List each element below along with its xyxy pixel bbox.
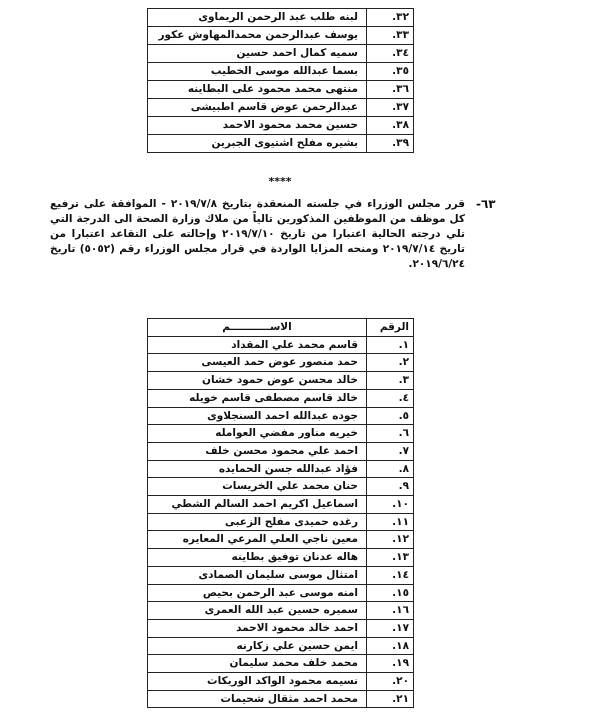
row-number: ١١.	[367, 513, 414, 531]
row-number: ١٦.	[367, 602, 414, 620]
table-row	[148, 27, 414, 45]
table-row	[148, 354, 414, 372]
row-number: ٩.	[367, 478, 414, 496]
row-name: يوسف عبدالرحمن محمدالمهاوش عكور	[148, 27, 367, 45]
row-name: محمد خلف محمد سليمان	[148, 655, 367, 673]
table-row	[148, 135, 414, 153]
table-row	[148, 460, 414, 478]
row-name: عبدالرحمن عوض قاسم اطبيشى	[148, 99, 367, 117]
row-name: اسماعيل اكريم احمد السالم الشطي	[148, 496, 367, 514]
row-name: خيريه مناور مفضي العوامله	[148, 425, 367, 443]
table-row	[148, 690, 414, 708]
row-name: ايمن حسين علي زكارنه	[148, 637, 367, 655]
table-row	[148, 619, 414, 637]
table-row	[148, 117, 414, 135]
table-row	[148, 549, 414, 567]
row-number: ١٧.	[367, 619, 414, 637]
row-name: هاله عدنان توفيق بطاينه	[148, 549, 367, 567]
continued-names-body	[148, 9, 414, 153]
decision-paragraph: قرر مجلس الوزراء في جلسته المنعقدة بتاريخ ٢٠١٩/٧/٨ - الموافقة على ترفيع كل موظف من الموظفين المذكورين تالياً من ملاك وزارة الصحة الى الدرجة التي تلي درجته الحالية اعتبارا من تاريخ ٢٠١٩/٧/١٠ وإحالته على التقاعد اعتبارا من تاريخ ٢٠١٩/٧/١٤ ومنحه المزايا الواردة في قرار مجلس الوزراء رقم (٥٠٥٢) تاريخ ٢٠١٩/٦/٢٤.	[50, 198, 466, 270]
row-number: ٣٣.	[367, 27, 414, 45]
row-number: ٦.	[367, 425, 414, 443]
row-number: ١٣.	[367, 549, 414, 567]
table-row	[148, 336, 414, 354]
row-number: ١.	[367, 336, 414, 354]
table-row	[148, 655, 414, 673]
row-number: ٣٦.	[367, 81, 414, 99]
table-row	[148, 45, 414, 63]
table-row	[148, 602, 414, 620]
row-name: حنان محمد علي الخريسات	[148, 478, 367, 496]
table-row	[148, 99, 414, 117]
row-name: بشيره مفلح اشتيوى الجبرين	[148, 135, 367, 153]
row-name: نسيمه محمود الواكد الوريكات	[148, 673, 367, 691]
table-row	[148, 531, 414, 549]
row-name: معين ناجي العلي المرعي المعايره	[148, 531, 367, 549]
header-number: الرقم	[367, 319, 414, 337]
row-number: ١٥.	[367, 584, 414, 602]
row-number: ٣.	[367, 372, 414, 390]
row-number: ١٩.	[367, 655, 414, 673]
row-number: ٢٠.	[367, 673, 414, 691]
row-name: قاسم محمد علي المقداد	[148, 336, 367, 354]
table-row	[148, 63, 414, 81]
row-name: خالد محسن عوض حمود خشان	[148, 372, 367, 390]
section-separator: ****	[268, 175, 292, 188]
row-number: ١٤.	[367, 566, 414, 584]
table-row	[148, 637, 414, 655]
row-number: ٤.	[367, 389, 414, 407]
row-number: ٥.	[367, 407, 414, 425]
row-name: جوده عبدالله احمد السنجلاوى	[148, 407, 367, 425]
table-row	[148, 9, 414, 27]
row-name: رغده حميدى مفلح الزعبى	[148, 513, 367, 531]
table-row	[148, 584, 414, 602]
row-number: ٣٧.	[367, 99, 414, 117]
table-row	[148, 372, 414, 390]
table-row	[148, 513, 414, 531]
table-row	[148, 407, 414, 425]
row-name: بسما عبدالله موسى الخطيب	[148, 63, 367, 81]
row-name: منتهى محمد محمود على البطاينه	[148, 81, 367, 99]
table-row	[148, 478, 414, 496]
row-name: احمد خالد محمود الاحمد	[148, 619, 367, 637]
table-row	[148, 389, 414, 407]
row-name: سميره حسين عبد الله العمرى	[148, 602, 367, 620]
decision-number: ٦٣-	[476, 197, 496, 211]
row-name: حمد منصور عوض حمد العيسى	[148, 354, 367, 372]
row-number: ٣٩.	[367, 135, 414, 153]
table-row	[148, 442, 414, 460]
row-number: ١٨.	[367, 637, 414, 655]
header-name: الاســـــــــــم	[148, 319, 367, 337]
row-name: سميه كمال احمد حسين	[148, 45, 367, 63]
table-row	[148, 81, 414, 99]
row-number: ٢١.	[367, 690, 414, 708]
row-name: حسين محمد محمود الاحمد	[148, 117, 367, 135]
row-name: امتثال موسى سليمان الصمادى	[148, 566, 367, 584]
continued-names-table	[147, 8, 414, 153]
promoted-employees-table	[147, 318, 414, 708]
row-number: ٣٨.	[367, 117, 414, 135]
row-number: ٧.	[367, 442, 414, 460]
row-name: خالد قاسم مصطفى قاسم خويله	[148, 389, 367, 407]
table-row	[148, 425, 414, 443]
table-row	[148, 673, 414, 691]
row-name: فؤاد عبدالله جسن الحمايده	[148, 460, 367, 478]
row-number: ٣٥.	[367, 63, 414, 81]
promoted-employees-body	[148, 336, 414, 708]
row-number: ٣٢.	[367, 9, 414, 27]
table-header-row	[148, 319, 414, 337]
row-name: محمد احمد مثقال شحيمات	[148, 690, 367, 708]
row-name: لبنه طلب عبد الرحمن الريماوى	[148, 9, 367, 27]
row-number: ٢.	[367, 354, 414, 372]
row-name: امنه موسى عبد الرحمن بحيص	[148, 584, 367, 602]
row-name: احمد علي محمود محسن خلف	[148, 442, 367, 460]
row-number: ٣٤.	[367, 45, 414, 63]
row-number: ١٢.	[367, 531, 414, 549]
table-row	[148, 566, 414, 584]
table-row	[148, 496, 414, 514]
row-number: ١٠.	[367, 496, 414, 514]
row-number: ٨.	[367, 460, 414, 478]
